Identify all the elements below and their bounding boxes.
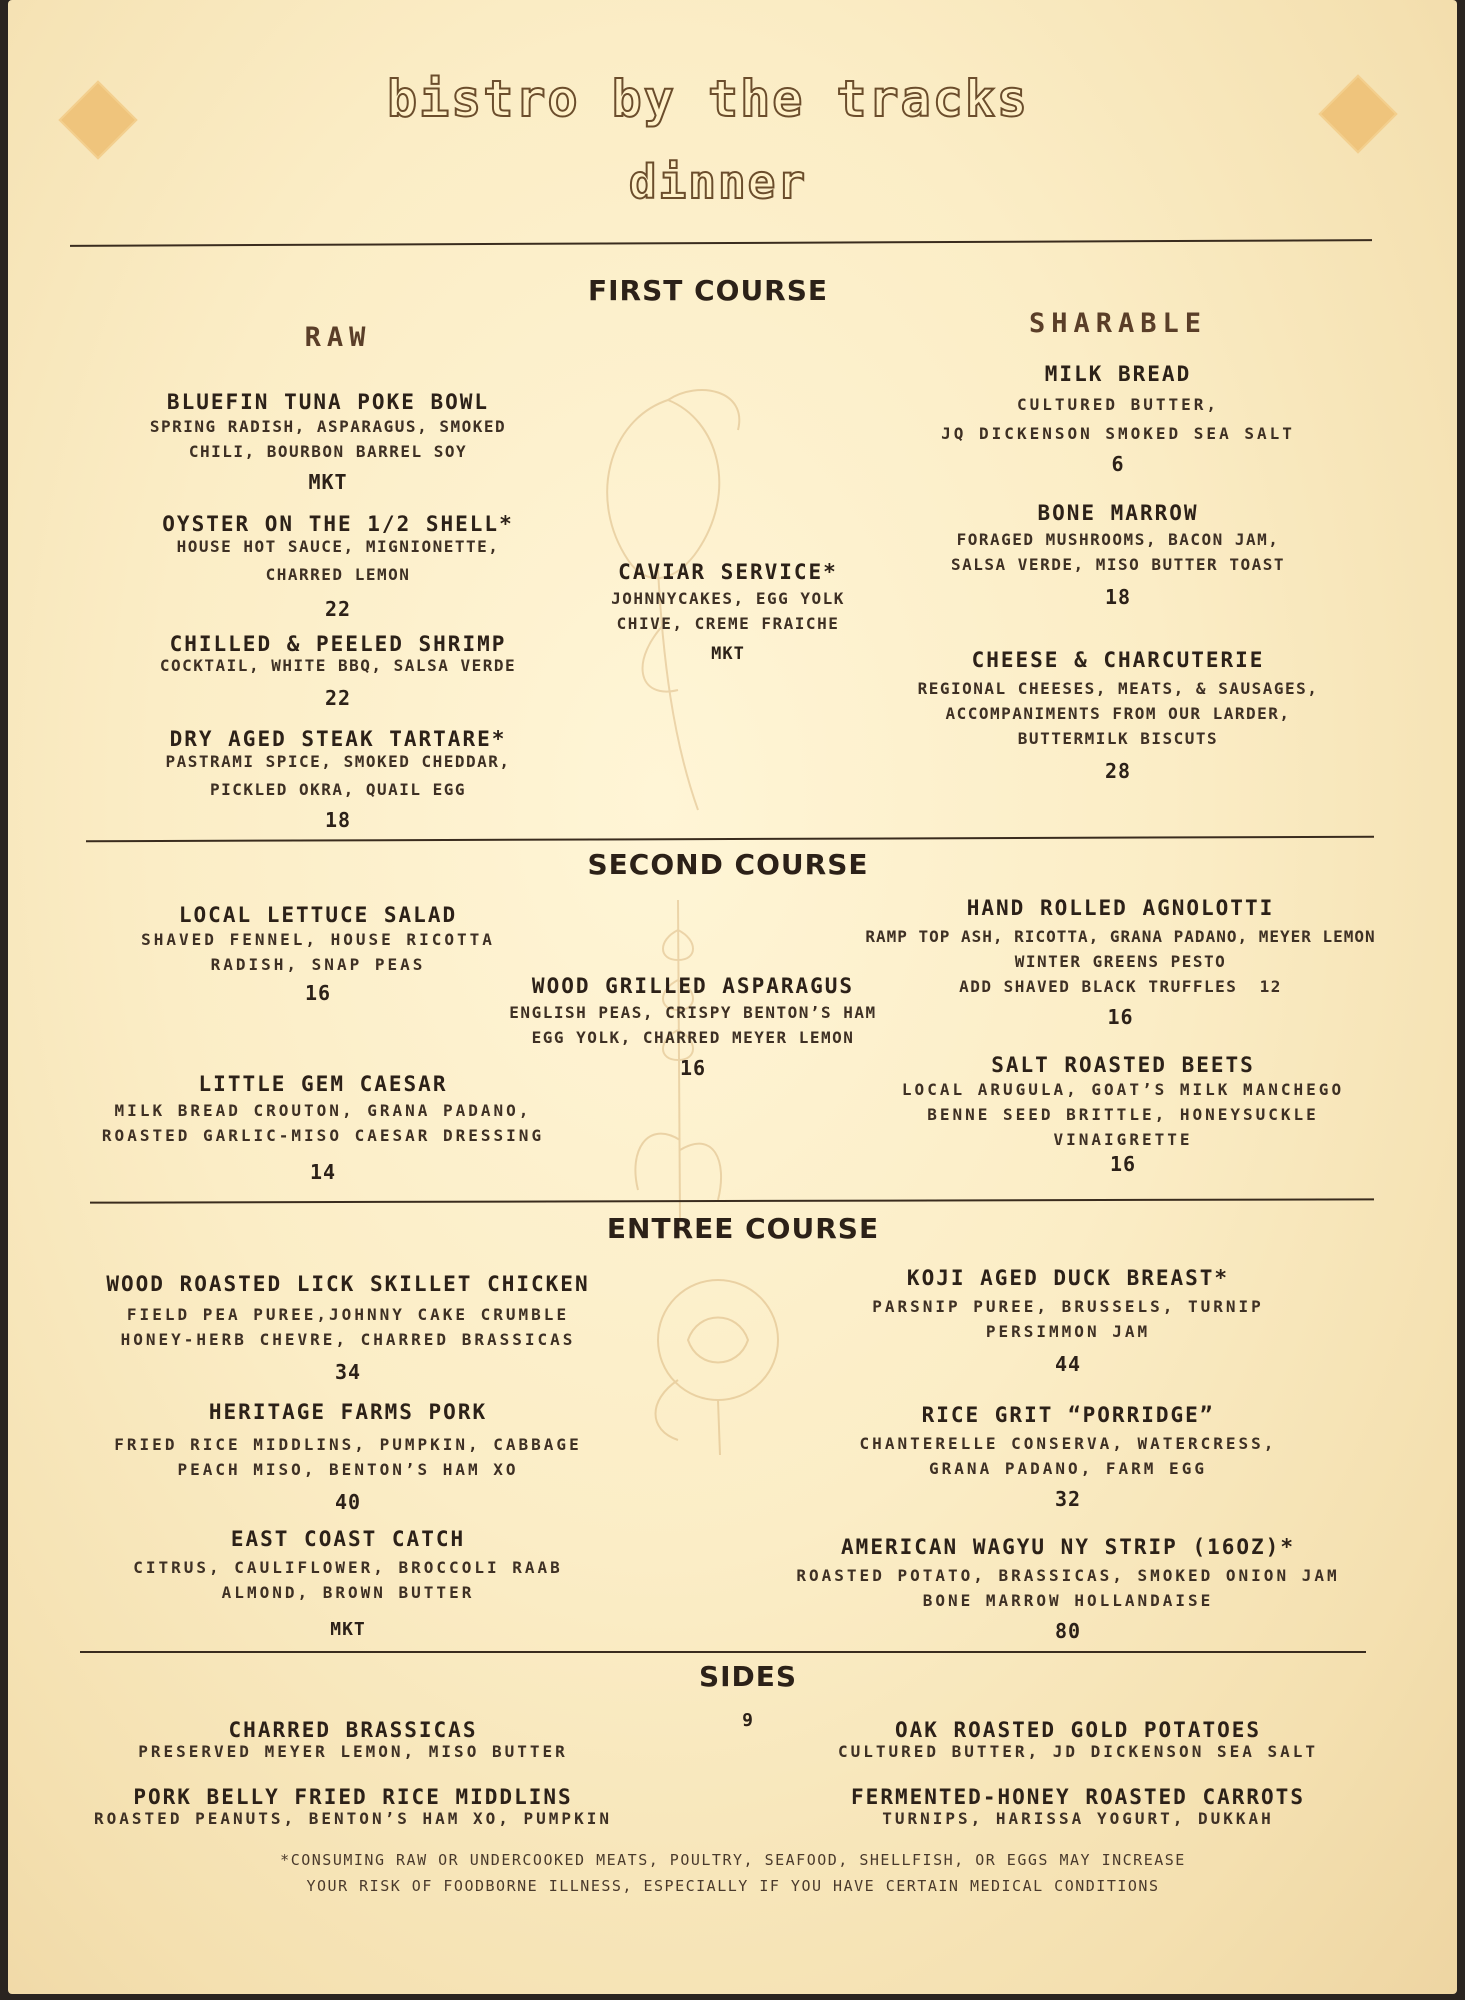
restaurant-title: bistro by the tracks — [386, 70, 1030, 128]
health-notice — [158, 1847, 1308, 1899]
item-desc: SPRING RADISH, ASPARAGUS, SMOKED — [149, 417, 507, 436]
item-desc: TURNIPS, HARISSA YOGURT, DUKKAH — [882, 1809, 1274, 1828]
item-name: LITTLE GEM CAESAR — [198, 1072, 448, 1096]
item-price: 18 — [1104, 585, 1132, 609]
entree-item — [808, 1403, 1328, 1511]
side-item — [58, 1784, 648, 1828]
item-desc: FIELD PEA PUREE,JOHNNY CAKE CRUMBLE — [126, 1305, 570, 1324]
item-desc: CITRUS, CAULIFLOWER, BROCCOLI RAAB — [133, 1558, 563, 1577]
item-price: 16 — [679, 1056, 707, 1080]
sharable-item — [868, 362, 1368, 476]
first-course-heading: FIRST COURSE — [587, 274, 829, 307]
sides-price: 9 — [742, 1710, 754, 1731]
menu-sheet — [8, 0, 1457, 1994]
item-desc: HONEY-HERB CHEVRE, CHARRED BRASSICAS — [120, 1330, 576, 1349]
item-price: MKT — [711, 644, 745, 664]
item-name: SALT ROASTED BEETS — [991, 1053, 1255, 1077]
entree-item — [808, 1266, 1328, 1376]
item-name: KOJI AGED DUCK BREAST* — [906, 1266, 1230, 1290]
item-name: RICE GRIT “PORRIDGE” — [921, 1403, 1215, 1427]
item-name: BLUEFIN TUNA POKE BOWL — [166, 390, 490, 414]
item-desc: REGIONAL CHEESES, MEATS, & SAUSAGES, — [917, 679, 1319, 698]
diamond-ornament-icon — [1318, 74, 1397, 153]
item-name: MILK BREAD — [1044, 362, 1192, 386]
item-name: CHILLED & PEELED SHRIMP — [169, 632, 507, 656]
caviar-item — [568, 560, 888, 664]
item-desc: ROASTED GARLIC-MISO CAESAR DRESSING — [101, 1126, 545, 1145]
item-desc: CHILI, BOURBON BARREL SOY — [188, 442, 468, 461]
entree-course-heading: ENTREE COURSE — [606, 1212, 880, 1245]
item-desc: ENGLISH PEAS, CRISPY BENTON’S HAM — [509, 1003, 877, 1022]
meal-title: dinner — [628, 155, 808, 209]
item-price: 6 — [1111, 452, 1125, 476]
sharable-heading: SHARABLE — [1028, 308, 1208, 339]
item-desc: VINAIGRETTE — [1053, 1130, 1193, 1149]
rose-sketch-icon — [608, 1250, 828, 1460]
item-desc: EGG YOLK, CHARRED MEYER LEMON — [531, 1028, 855, 1047]
item-price: 40 — [334, 1490, 362, 1514]
item-name: HERITAGE FARMS PORK — [208, 1400, 488, 1424]
notice-line: YOUR RISK OF FOODBORNE ILLNESS, ESPECIALLY IF YOU HAVE CERTAIN MEDICAL CONDITIONS — [306, 1877, 1160, 1895]
item-price: 34 — [334, 1360, 362, 1384]
item-desc: JQ DICKENSON SMOKED SEA SALT — [941, 424, 1295, 443]
item-name: DRY AGED STEAK TARTARE* — [169, 727, 507, 751]
item-price: MKT — [308, 470, 348, 494]
item-desc: ROASTED POTATO, BRASSICAS, SMOKED ONION JAM — [796, 1566, 1340, 1585]
item-desc: RADISH, SNAP PEAS — [210, 955, 426, 974]
item-desc: GRANA PADANO, FARM EGG — [929, 1459, 1207, 1478]
item-desc: JOHNNYCAKES, EGG YOLK — [611, 589, 845, 608]
side-item — [68, 1717, 638, 1761]
raw-item — [98, 632, 578, 710]
divider — [70, 239, 1372, 247]
item-desc: ROASTED PEANUTS, BENTON’S HAM XO, PUMPKIN — [94, 1809, 612, 1828]
item-name: BONE MARROW — [1037, 501, 1199, 525]
item-price: 14 — [309, 1160, 337, 1184]
notice-line: *CONSUMING RAW OR UNDERCOOKED MEATS, POULTRY, SEAFOOD, SHELLFISH, OR EGGS MAY INCREASE — [280, 1851, 1186, 1869]
item-price: 22 — [324, 686, 352, 710]
item-name: CHARRED BRASSICAS — [228, 1718, 478, 1742]
item-desc: ACCOMPANIMENTS FROM OUR LARDER, — [945, 704, 1291, 723]
diamond-ornament-icon — [58, 80, 137, 159]
item-desc: CULTURED BUTTER, JD DICKENSON SEA SALT — [837, 1742, 1319, 1761]
item-name: CAVIAR SERVICE* — [618, 560, 838, 584]
entree-item — [748, 1535, 1388, 1643]
item-price: MKT — [330, 1619, 366, 1640]
second-item — [48, 1072, 598, 1184]
item-desc: CHANTERELLE CONSERVA, WATERCRESS, — [859, 1434, 1277, 1453]
sides-heading: SIDES — [698, 1660, 798, 1693]
entree-item — [98, 1272, 598, 1384]
sharable-item — [868, 501, 1368, 609]
item-desc: LOCAL ARUGULA, GOAT’S MILK MANCHEGO — [901, 1080, 1345, 1099]
item-desc: COCKTAIL, WHITE BBQ, SALSA VERDE — [159, 656, 517, 675]
second-course-heading: SECOND COURSE — [587, 848, 869, 881]
item-desc: CHARRED LEMON — [265, 565, 411, 584]
item-name: OAK ROASTED GOLD POTATOES — [894, 1718, 1262, 1742]
item-desc: ALMOND, BROWN BUTTER — [221, 1583, 475, 1602]
addon-price: 12 — [1259, 977, 1282, 996]
item-price: 32 — [1054, 1487, 1082, 1511]
divider — [86, 836, 1374, 842]
item-name: OYSTER ON THE 1/2 SHELL* — [162, 512, 514, 536]
item-name: EAST COAST CATCH — [230, 1527, 466, 1551]
item-price: 80 — [1054, 1619, 1082, 1643]
item-desc: WINTER GREENS PESTO — [1014, 952, 1227, 971]
side-item — [788, 1784, 1368, 1828]
raw-heading: RAW — [304, 322, 372, 353]
item-desc: BENNE SEED BRITTLE, HONEYSUCKLE — [927, 1105, 1319, 1124]
item-price: 22 — [324, 597, 352, 621]
raw-item — [98, 512, 578, 621]
item-desc: RAMP TOP ASH, RICOTTA, GRANA PADANO, MEYER LEMON — [865, 927, 1376, 946]
item-name: LOCAL LETTUCE SALAD — [178, 903, 458, 927]
item-desc: HOUSE HOT SAUCE, MIGNIONETTE, — [176, 537, 500, 556]
item-desc: FORAGED MUSHROOMS, BACON JAM, — [956, 530, 1280, 549]
item-desc: MILK BREAD CROUTON, GRANA PADANO, — [114, 1101, 532, 1120]
item-desc: PEACH MISO, BENTON’S HAM XO — [177, 1460, 519, 1479]
item-name: CHEESE & CHARCUTERIE — [971, 648, 1265, 672]
sharable-item — [868, 648, 1368, 783]
item-desc: FRIED RICE MIDDLINS, PUMPKIN, CABBAGE — [114, 1435, 582, 1454]
item-name: PORK BELLY FRIED RICE MIDDLINS — [133, 1785, 573, 1809]
item-desc: CHIVE, CREME FRAICHE — [616, 614, 840, 633]
item-name: FERMENTED-HONEY ROASTED CARROTS — [851, 1785, 1305, 1809]
raw-item — [98, 727, 578, 832]
item-desc — [838, 974, 1403, 999]
item-price: 18 — [324, 808, 352, 832]
side-item — [788, 1717, 1368, 1761]
raw-item — [98, 390, 558, 494]
item-price: 44 — [1054, 1352, 1082, 1376]
second-item — [838, 896, 1403, 1029]
addon-label: ADD SHAVED BLACK TRUFFLES — [959, 977, 1238, 996]
item-desc: PRESERVED MEYER LEMON, MISO BUTTER — [138, 1742, 568, 1761]
item-desc: PERSIMMON JAM — [985, 1322, 1151, 1341]
item-price: 16 — [304, 981, 332, 1005]
second-item — [838, 1053, 1408, 1176]
item-desc: PARSNIP PUREE, BRUSSELS, TURNIP — [872, 1297, 1264, 1316]
item-name: WOOD GRILLED ASPARAGUS — [531, 974, 855, 998]
item-desc: BONE MARROW HOLLANDAISE — [922, 1591, 1214, 1610]
item-desc: PICKLED OKRA, QUAIL EGG — [209, 780, 467, 799]
divider — [80, 1651, 1366, 1653]
item-desc: SALSA VERDE, MISO BUTTER TOAST — [951, 555, 1285, 574]
entree-item — [98, 1527, 598, 1640]
item-price: 28 — [1104, 759, 1132, 783]
item-desc: SHAVED FENNEL, HOUSE RICOTTA — [141, 930, 495, 949]
entree-item — [98, 1400, 598, 1514]
item-desc: CULTURED BUTTER, — [1016, 395, 1220, 414]
item-price: 16 — [1109, 1152, 1137, 1176]
item-name: WOOD ROASTED LICK SKILLET CHICKEN — [106, 1272, 590, 1296]
item-desc: PASTRAMI SPICE, SMOKED CHEDDAR, — [165, 752, 511, 771]
item-name: AMERICAN WAGYU NY STRIP (16OZ)* — [841, 1535, 1295, 1559]
item-name: HAND ROLLED AGNOLOTTI — [966, 896, 1275, 920]
item-price: 16 — [1107, 1005, 1134, 1029]
item-desc: BUTTERMILK BISCUTS — [1017, 729, 1219, 748]
